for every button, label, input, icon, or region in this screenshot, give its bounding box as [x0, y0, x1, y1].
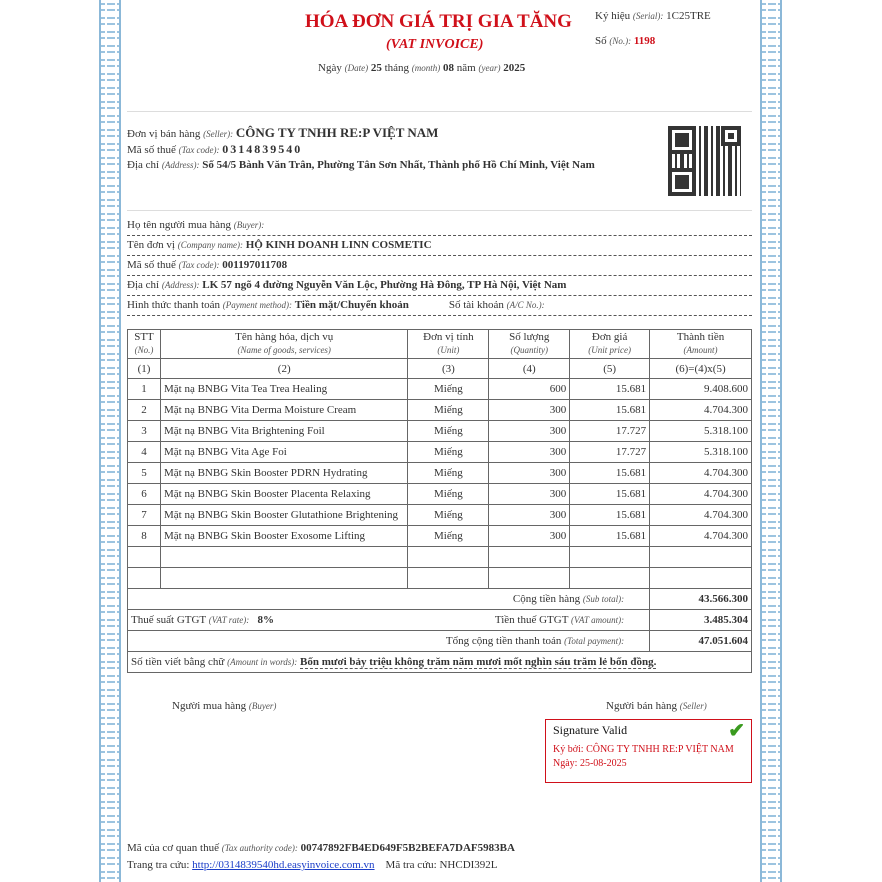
table-cell: 4.704.300	[650, 463, 752, 484]
table-cell: 15.681	[570, 526, 650, 547]
buyer-address: Địa chỉ (Address): LK 57 ngõ 4 đường Nguyễn Văn Lộc, Phường Hà Đông, TP Hà Nội, Việt Nam	[127, 279, 752, 296]
table-cell: Miếng	[408, 400, 489, 421]
table-cell: 5	[128, 463, 161, 484]
table-cell: 15.681	[570, 484, 650, 505]
table-cell: Mặt nạ BNBG Vita Tea Trea Healing	[160, 379, 407, 400]
column-number: (4)	[489, 359, 570, 379]
table-row	[128, 526, 752, 547]
column-header: STT (No.)	[128, 330, 161, 359]
right-decorative-border	[760, 0, 782, 882]
invoice-number: Số (No.): 1198	[595, 35, 656, 47]
table-cell: 4.704.300	[650, 505, 752, 526]
buyer-name: Họ tên người mua hàng (Buyer):	[127, 219, 752, 236]
table-cell: Miếng	[408, 505, 489, 526]
invoice-date: Ngày (Date) 25 tháng (month) 08 năm (year) 2025	[318, 62, 526, 74]
table-cell: 4.704.300	[650, 484, 752, 505]
table-cell: Mặt nạ BNBG Vita Age Foi	[160, 442, 407, 463]
column-header: Số lượng (Quantity)	[489, 330, 570, 359]
empty-row	[128, 568, 752, 589]
total-row: Tổng cộng tiền thanh toán (Total payment): 47.051.604	[128, 631, 752, 652]
vat-row: Thuế suất GTGT (VAT rate): 8% Tiền thuế GTGT (VAT amount): 3.485.304	[128, 610, 752, 631]
table-row	[128, 442, 752, 463]
left-decorative-border	[99, 0, 121, 882]
lookup-link[interactable]: http://0314839540hd.easyinvoice.com.vn	[192, 859, 375, 871]
signed-by: Ký bởi: CÔNG TY TNHH RE:P VIỆT NAM	[553, 744, 734, 755]
table-cell: 9.408.600	[650, 379, 752, 400]
table-row	[128, 505, 752, 526]
table-cell: 7	[128, 505, 161, 526]
goods-table	[127, 329, 752, 673]
amount-in-words-row: Số tiền viết bằng chữ (Amount in words): Bốn mươi bảy triệu không trăm năm mươi mốt nghìn sáu trăm lẻ bốn đồng.	[128, 652, 752, 673]
column-number: (1)	[128, 359, 161, 379]
column-header: Thành tiền (Amount)	[650, 330, 752, 359]
table-cell: 600	[489, 379, 570, 400]
invoice-title: HÓA ĐƠN GIÁ TRỊ GIA TĂNG	[305, 11, 572, 32]
empty-row	[128, 547, 752, 568]
table-cell: Mặt nạ BNBG Skin Booster Glutathione Brightening	[160, 505, 407, 526]
check-icon: ✔	[728, 720, 745, 742]
table-cell: Miếng	[408, 484, 489, 505]
table-cell: Mặt nạ BNBG Skin Booster Placenta Relaxing	[160, 484, 407, 505]
signed-date: Ngày: 25-08-2025	[553, 758, 627, 769]
table-cell: 4.704.300	[650, 526, 752, 547]
table-cell: 300	[489, 442, 570, 463]
table-cell: 15.681	[570, 400, 650, 421]
table-cell: Mặt nạ BNBG Vita Brightening Foil	[160, 421, 407, 442]
table-cell: 17.727	[570, 442, 650, 463]
subtotal-row: Cộng tiền hàng (Sub total): 43.566.300	[128, 589, 752, 610]
divider	[127, 111, 752, 112]
buyer-tax-code: Mã số thuế (Tax code): 001197011708	[127, 259, 752, 276]
table-cell: Mặt nạ BNBG Vita Derma Moisture Cream	[160, 400, 407, 421]
column-header: Tên hàng hóa, dịch vụ (Name of goods, services)	[160, 330, 407, 359]
column-header: Đơn giá (Unit price)	[570, 330, 650, 359]
table-cell: 5.318.100	[650, 421, 752, 442]
column-number: (5)	[570, 359, 650, 379]
table-cell: 5.318.100	[650, 442, 752, 463]
tax-authority-code: Mã của cơ quan thuế (Tax authority code): 00747892FB4ED649F5B2BEFA7DAF5983BA	[127, 842, 515, 854]
table-cell: Miếng	[408, 442, 489, 463]
table-cell: 4.704.300	[650, 400, 752, 421]
table-cell: Mặt nạ BNBG Skin Booster Exosome Lifting	[160, 526, 407, 547]
seller-name: Đơn vị bán hàng (Seller): CÔNG TY TNHH RE:P VIỆT NAM	[127, 125, 439, 140]
table-cell: Miếng	[408, 379, 489, 400]
table-cell: 4	[128, 442, 161, 463]
table-cell: Miếng	[408, 526, 489, 547]
table-row	[128, 400, 752, 421]
table-cell: 3	[128, 421, 161, 442]
table-cell: 300	[489, 400, 570, 421]
qr-code	[668, 126, 741, 196]
table-cell: 15.681	[570, 505, 650, 526]
table-row	[128, 463, 752, 484]
table-cell: 2	[128, 400, 161, 421]
table-row	[128, 379, 752, 400]
divider	[127, 210, 752, 211]
column-header: Đơn vị tính (Unit)	[408, 330, 489, 359]
serial: Ký hiệu (Serial): 1C25TRE	[595, 10, 711, 22]
table-cell: 15.681	[570, 379, 650, 400]
lookup-info: Trang tra cứu: http://0314839540hd.easyinvoice.com.vn Mã tra cứu: NHCDI392L	[127, 859, 498, 871]
payment-method: Hình thức thanh toán (Payment method): Tiền mặt/Chuyển khoản Số tài khoản (A/C No.):	[127, 299, 752, 316]
signature-status: Signature Valid	[553, 723, 628, 737]
table-cell: Miếng	[408, 463, 489, 484]
table-cell: Miếng	[408, 421, 489, 442]
column-number: (6)=(4)x(5)	[650, 359, 752, 379]
table-cell: Mặt nạ BNBG Skin Booster PDRN Hydrating	[160, 463, 407, 484]
table-cell: 300	[489, 463, 570, 484]
table-cell: 17.727	[570, 421, 650, 442]
table-row	[128, 421, 752, 442]
table-cell: 8	[128, 526, 161, 547]
table-cell: 300	[489, 421, 570, 442]
table-cell: 300	[489, 505, 570, 526]
table-cell: 300	[489, 484, 570, 505]
buyer-company: Tên đơn vị (Company name): HỘ KINH DOANH LINN COSMETIC	[127, 239, 752, 256]
digital-signature-box	[545, 719, 752, 783]
table-cell: 300	[489, 526, 570, 547]
table-cell: 15.681	[570, 463, 650, 484]
table-cell: 1	[128, 379, 161, 400]
table-cell: 6	[128, 484, 161, 505]
seller-signature-label: Người bán hàng (Seller)	[606, 700, 707, 712]
column-number: (3)	[408, 359, 489, 379]
column-number: (2)	[160, 359, 407, 379]
seller-tax-code: Mã số thuế (Tax code): 0314839540	[127, 142, 303, 156]
table-row	[128, 484, 752, 505]
buyer-signature-label: Người mua hàng (Buyer)	[172, 700, 277, 712]
invoice-subtitle: (VAT INVOICE)	[386, 37, 484, 52]
seller-address: Địa chỉ (Address): Số 54/5 Bành Văn Trân, Phường Tân Sơn Nhất, Thành phố Hồ Chí Minh, Việt Nam	[127, 159, 595, 171]
